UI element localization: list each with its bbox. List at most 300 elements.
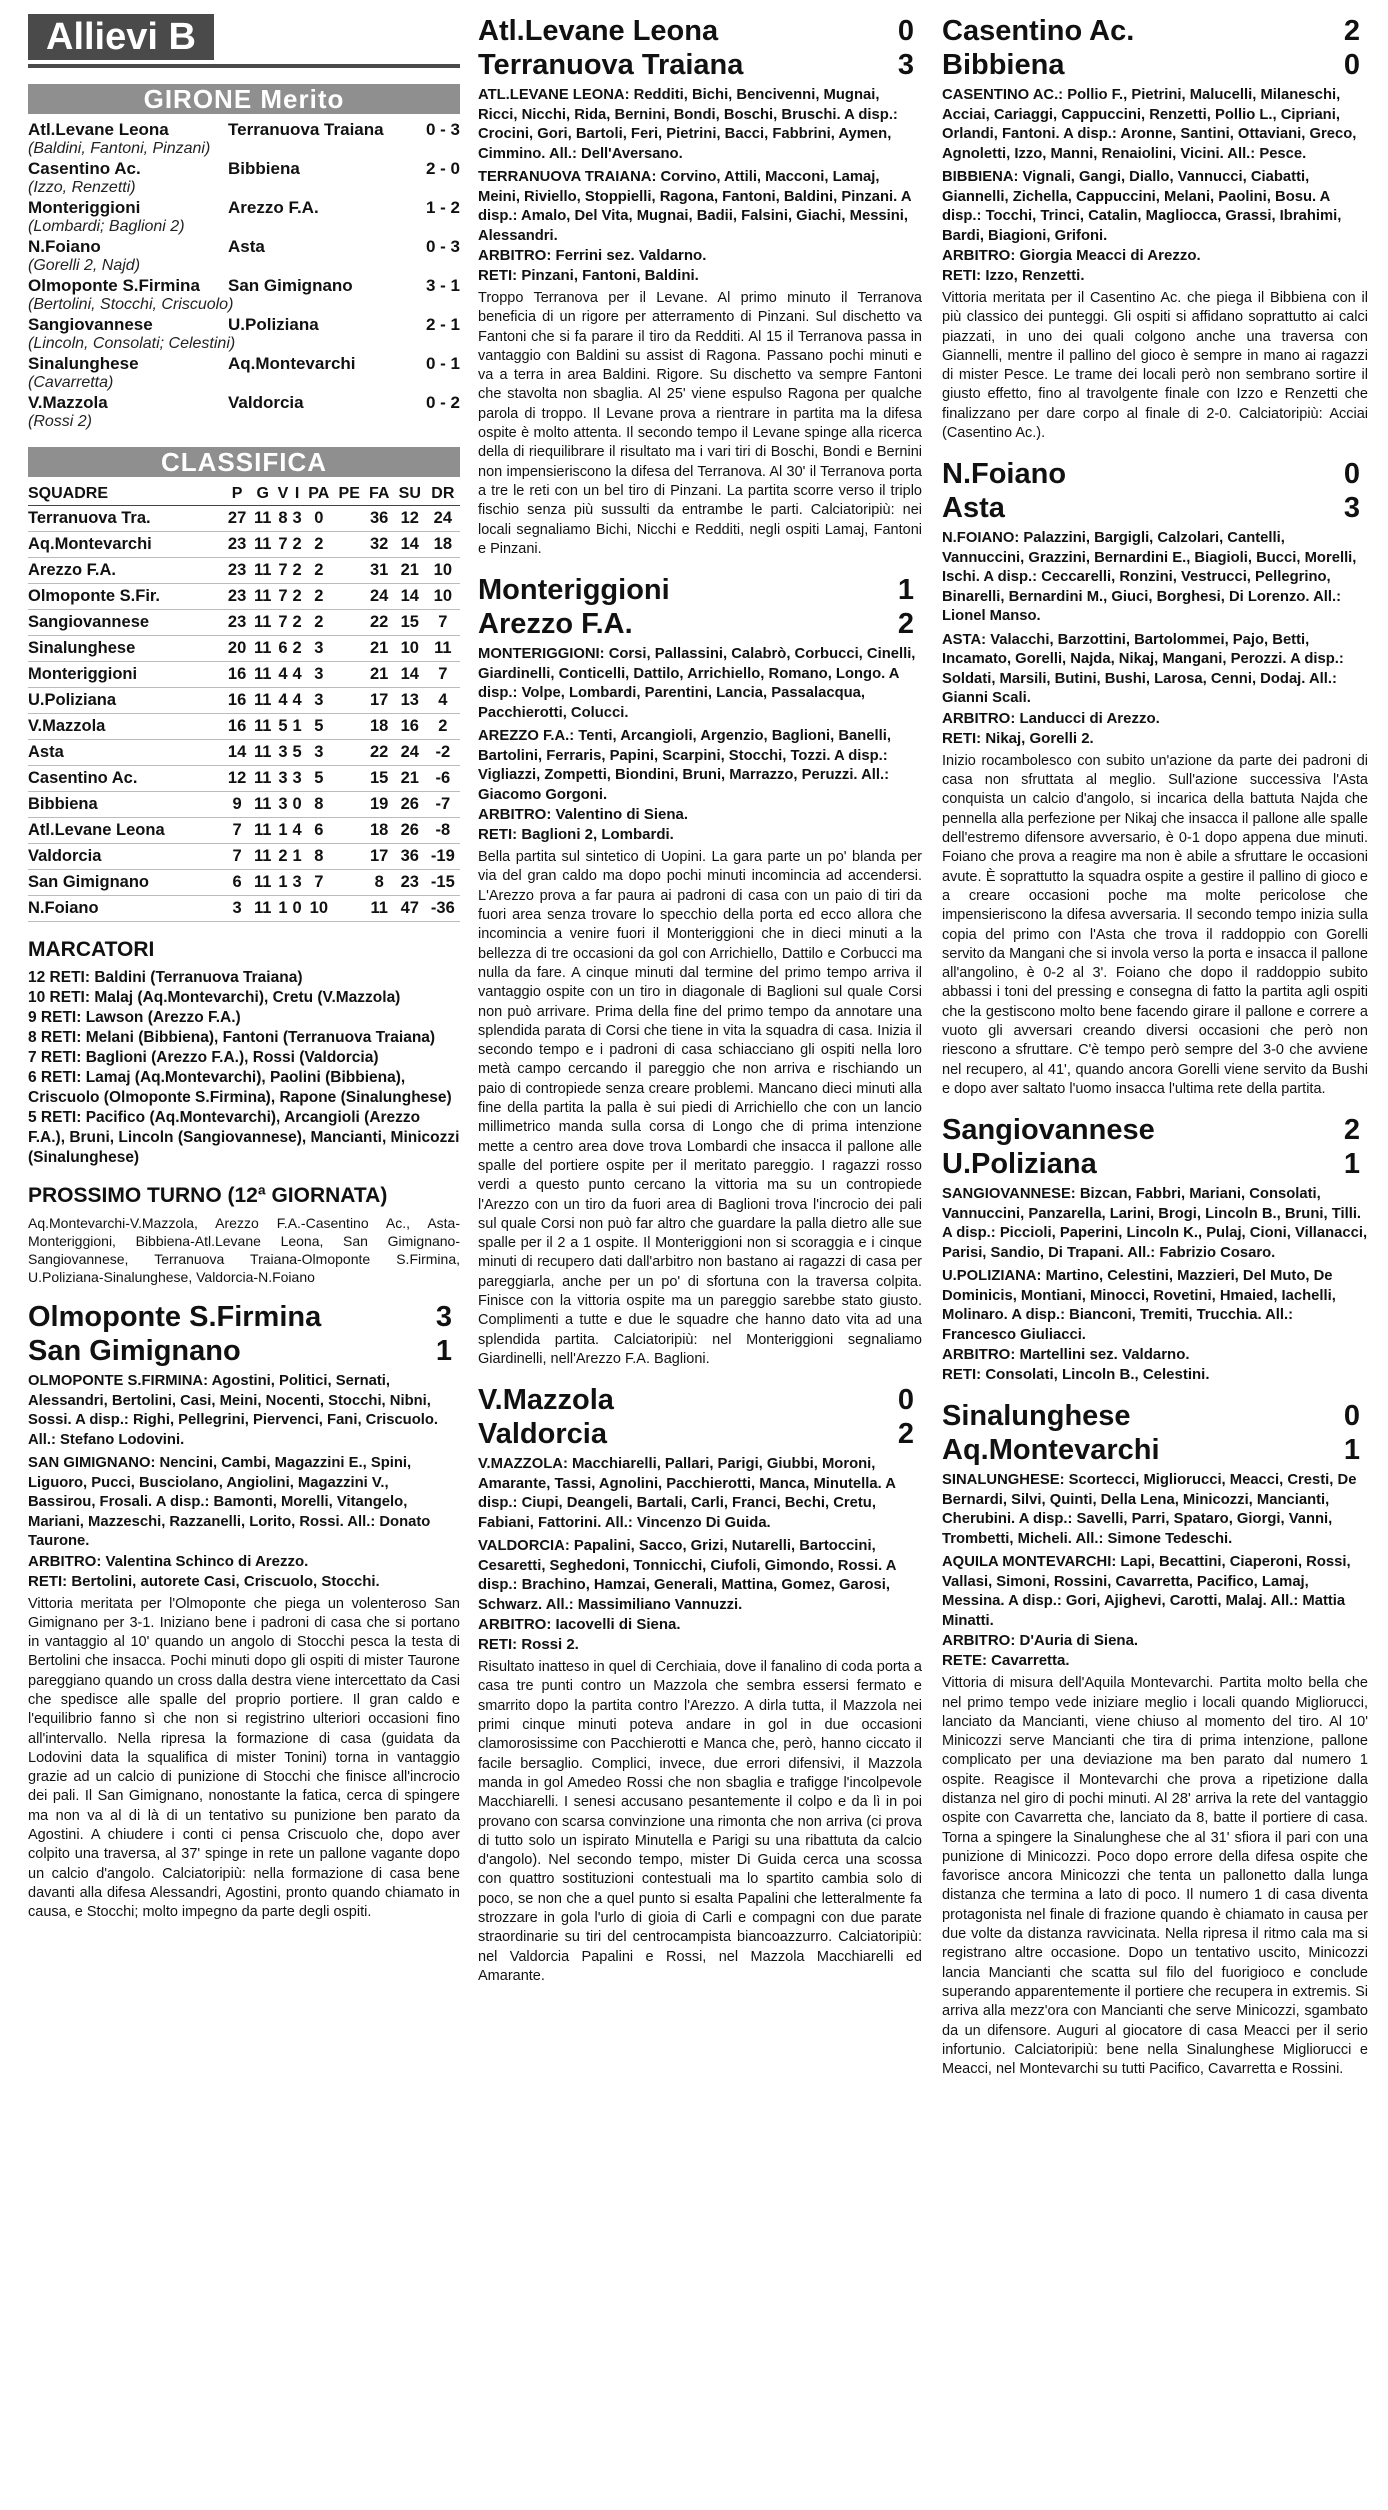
table-cell: Olmoponte S.Fir. xyxy=(28,584,224,610)
table-cell: Terranuova Tra. xyxy=(28,506,224,532)
table-cell: 3 xyxy=(304,636,334,662)
home-team-line xyxy=(478,14,922,48)
home-score: 2 xyxy=(1343,15,1360,47)
result-row xyxy=(28,354,460,374)
table-cell: 11 xyxy=(250,818,275,844)
table-cell: 7 xyxy=(275,532,290,558)
match-casentino xyxy=(942,14,1368,443)
away-team-line xyxy=(942,1147,1368,1181)
table-cell: 10 xyxy=(426,558,460,584)
result-row xyxy=(28,393,460,413)
match-report: Vittoria meritata per l'Olmoponte che piega un volenteroso San Gimignano per 3-1. Iniziano bene i padroni di casa che si portano in vantaggio al 10' quando un angolo di Stocchi pesca la testa di Bertolini che insacca. Pochi minuti dopo gli ospiti di mister Taurone pareggiano quando un cross dalla destra viene intercettato da Casi che spedisce alle spalle del proprio portiere. Il gran caldo e l'equilibrio fanno sì che non si registrino ulteriori occasioni fino all'intervallo. Nella ripresa la formazione di casa (guidata da Lodovini data la squalifica di mister Tonini) torna in vantaggio grazie ad un calcio di punizione di Stocchi che finisce all'incrocio dei pali. Il San Gimignano, nonostante la fatica, cerca di spingere ma non va al di là di un tentativo su punizione ben parato da Agostini. A chiudere i conti ci pensa Criscuolo che, dopo aver colpito una traversa, al 37' spinge in rete un pallone vagante dopo un calcio d'angolo. Calciatoripiù: nella formazione di casa bene davanti alla difesa Alessandri, Agostini, pronto quando chiamato in causa, e Stocchi; molto impegno da parte degli ospiti. xyxy=(28,1595,460,1921)
table-cell: 10 xyxy=(394,636,426,662)
column-middle xyxy=(478,14,922,2496)
table-cell: 14 xyxy=(394,532,426,558)
table-cell: 14 xyxy=(394,584,426,610)
referee: ARBITRO: Martellini sez. Valdarno. xyxy=(942,1346,1190,1364)
result-scorers: (Gorelli 2, Najd) xyxy=(28,257,141,274)
home-team-line xyxy=(478,573,922,607)
table-cell: 8 xyxy=(275,506,290,532)
result-row xyxy=(28,159,460,179)
table-cell: 11 xyxy=(426,636,460,662)
result-scorers: (Lincoln, Consolati; Celestini) xyxy=(28,335,236,352)
result-away: Terranuova Traiana xyxy=(228,120,384,139)
result-home: Monteriggioni xyxy=(28,198,141,217)
table-cell: 1 xyxy=(275,818,290,844)
result-scorers: (Izzo, Renzetti) xyxy=(28,179,136,196)
col-header: PA xyxy=(304,483,334,506)
table-cell: 24 xyxy=(365,584,394,610)
table-cell: 18 xyxy=(426,532,460,558)
away-team: Terranuova Traiana xyxy=(478,49,744,81)
table-cell: 4 xyxy=(291,662,304,688)
table-cell: 10 xyxy=(304,896,334,922)
table-cell: 19 xyxy=(365,792,394,818)
table-cell: 26 xyxy=(394,818,426,844)
goals: RETI: Pinzani, Fantoni, Baldini. xyxy=(478,267,699,284)
table-row xyxy=(28,896,460,922)
table-cell xyxy=(334,532,365,558)
result-score: 3 - 1 xyxy=(425,276,460,295)
table-row xyxy=(28,714,460,740)
table-row xyxy=(28,818,460,844)
away-lineup: VALDORCIA: Papalini, Sacco, Grizi, Nutarelli, Bartoccini, Cesaretti, Seghedoni, Tonnicchi, Ciufoli, Gimondo, Rossi. A disp.: Brachino, Hamzai, Generali, Mattina, Gomez, Garosi, Schwarz. All.: Massimiliano Vannuzzi. xyxy=(478,1538,896,1613)
table-cell: 2 xyxy=(304,558,334,584)
table-cell: 10 xyxy=(426,584,460,610)
table-row xyxy=(28,792,460,818)
referee: ARBITRO: D'Auria di Siena. xyxy=(942,1632,1139,1650)
table-cell: 2 xyxy=(291,558,304,584)
home-score: 2 xyxy=(1343,1114,1360,1147)
table-cell xyxy=(334,688,365,714)
table-cell: 11 xyxy=(250,870,275,896)
result-scorers: (Baldini, Fantoni, Pinzani) xyxy=(28,140,211,157)
table-cell: 31 xyxy=(365,558,394,584)
table-cell: Valdorcia xyxy=(28,844,224,870)
table-cell xyxy=(334,792,365,818)
table-cell: 11 xyxy=(250,844,275,870)
away-team-line xyxy=(28,1334,460,1368)
table-cell: U.Poliziana xyxy=(28,688,224,714)
table-cell: 16 xyxy=(224,714,250,740)
table-row xyxy=(28,870,460,896)
referee: ARBITRO: Landucci di Arezzo. xyxy=(942,709,1160,727)
home-lineup: OLMOPONTE S.FIRMINA: Agostini, Politici, Sernati, Alessandri, Bertolini, Casi, Meini, Nocenti, Stocchi, Nibni, Sossi. A disp.: Righi, Pellegrini, Piervenci, Fani, Criscuolo. All.: Stefano Lodovini. xyxy=(28,1373,439,1448)
table-cell xyxy=(334,870,365,896)
table-cell: 9 xyxy=(224,792,250,818)
table-cell: 5 xyxy=(275,714,290,740)
goals: RETI: Rossi 2. xyxy=(478,1636,579,1654)
table-cell: 8 xyxy=(304,792,334,818)
table-cell: 7 xyxy=(426,662,460,688)
table-cell: 12 xyxy=(224,766,250,792)
goals: RETI: Izzo, Renzetti. xyxy=(942,267,1085,284)
table-row xyxy=(28,766,460,792)
match-olmoponte xyxy=(28,1300,460,1923)
table-cell xyxy=(334,740,365,766)
table-cell: 4 xyxy=(275,662,290,688)
table-cell: 17 xyxy=(365,844,394,870)
result-away: Arezzo F.A. xyxy=(228,198,319,217)
table-cell: 0 xyxy=(291,896,304,922)
away-team: Asta xyxy=(942,492,1005,525)
match-report: Vittoria di misura dell'Aquila Montevarchi. Partita molto bella che nel primo tempo vede iniziare meglio i locali quando Migliorucci, lanciato da Mancianti, viene chiuso al momento del tiro. Al 10' Minicozzi serve Mancianti che tira di prima intenzione, pallone complicato per una deviazione ma ben parato dal numero 1 ospite. Reagisce il Montevarchi che prova a ripetizione dalla distanza nel giro di pochi minuti. Al 28' arriva la rete del vantaggio ospite con Cavarretta che, lanciato da 8, batte il portiere di casa. Torna a spingere la Sinalunghese che al 31' sfiora il pari con una punizione di Minicozzi. Poco dopo errore della difesa ospite che favorisce ancora Minicozzi che tenta un pallonetto dalla lunga distanza che termina a lato di poco. Il numero 1 di casa diventa protagonista nel finale di frazione quando è chiamato in causa per due volte da distanza ravvicinata. Nella ripresa il ritmo cala ma si registrano altre occasione. Dopo un tentativo uscito, Minicozzi lancia Mancianti che scatta sul filo del fuorigioco e conclude superando apparentemente il portiere che recupera in extremis. Si arriva alla mezz'ora con Mancianti che serve Minicozzi, sgambato da un difensore. Auguri al giocatore di casa Meacci per il serio infortunio. Calciatoripiù: bene nella Sinalunghese Migliorucci e Meacci, nel Montevarchi su tutti Pacifico, Cavarretta e Rossini. xyxy=(942,1675,1368,2078)
table-cell: 27 xyxy=(224,506,250,532)
table-cell: 8 xyxy=(304,844,334,870)
table-cell: 23 xyxy=(394,870,426,896)
table-cell: 4 xyxy=(291,818,304,844)
result-away: Aq.Montevarchi xyxy=(228,354,356,373)
table-cell: 17 xyxy=(365,688,394,714)
table-cell: 36 xyxy=(394,844,426,870)
table-cell: 24 xyxy=(394,740,426,766)
table-cell: Sinalunghese xyxy=(28,636,224,662)
table-cell: 4 xyxy=(275,688,290,714)
home-lineup: MONTERIGGIONI: Corsi, Pallassini, Calabrò, Corbucci, Cinelli, Giardinelli, Conticelli, Dattilo, Arrichiello, Romano, Longo. A disp.: Volpe, Lombardi, Parentini, Lancia, Passalacqua, Pacchierotti, Colucci. xyxy=(478,646,916,721)
col-header: SQUADRE xyxy=(28,483,224,506)
home-team: Sinalunghese xyxy=(942,1400,1131,1433)
away-lineup: ASTA: Valacchi, Barzottini, Bartolommei, Pajo, Betti, Incamato, Gorelli, Najda, Nikaj, Mangani, Perozzi. A disp.: Soldati, Marsili, Butini, Bushi, Larosa, Cenni, Dodaj. All.: Gianni Scali. xyxy=(942,631,1344,707)
referee: ARBITRO: Iacovelli di Siena. xyxy=(478,1616,681,1634)
table-cell: 24 xyxy=(426,506,460,532)
home-score: 3 xyxy=(435,1301,452,1333)
table-cell: 11 xyxy=(250,506,275,532)
table-cell: -6 xyxy=(426,766,460,792)
scorer-line: 5 RETI: Pacifico (Aq.Montevarchi), Arcangioli (Arezzo F.A.), Bruni, Lincoln (Sangiovannese), Mancianti, Minicozzi (Sinalunghese) xyxy=(28,1109,460,1166)
result-home: Sangiovannese xyxy=(28,315,153,334)
table-cell: 7 xyxy=(426,610,460,636)
away-score: 2 xyxy=(897,608,914,641)
table-cell: 2 xyxy=(291,532,304,558)
away-team: Aq.Montevarchi xyxy=(942,1434,1160,1467)
table-cell: 6 xyxy=(304,818,334,844)
next-round-text: Aq.Montevarchi-V.Mazzola, Arezzo F.A.-Casentino Ac., Asta-Monteriggioni, Bibbiena-Atl.Levane Leona, San Gimignano-Sangiovannese, Terranuova Traiana-Olmoponte S.Firmina, U.Poliziana-Sinalunghese, Valdorcia-N.Foiano xyxy=(28,1215,460,1285)
home-score: 1 xyxy=(897,574,914,607)
table-cell: 7 xyxy=(224,818,250,844)
table-cell: 1 xyxy=(275,896,290,922)
table-cell: 21 xyxy=(394,558,426,584)
table-cell: 23 xyxy=(224,584,250,610)
table-cell: 7 xyxy=(304,870,334,896)
table-cell: 8 xyxy=(365,870,394,896)
table-cell: -8 xyxy=(426,818,460,844)
table-row xyxy=(28,584,460,610)
result-score: 0 - 3 xyxy=(425,120,460,139)
match-foiano xyxy=(942,457,1368,1099)
table-cell: 23 xyxy=(224,532,250,558)
col-header: G xyxy=(250,483,275,506)
result-scorers: (Lombardi; Baglioni 2) xyxy=(28,218,185,235)
table-cell: 11 xyxy=(250,532,275,558)
goals: RETI: Baglioni 2, Lombardi. xyxy=(478,826,674,844)
result-row xyxy=(28,120,460,140)
result-score: 2 - 0 xyxy=(425,159,460,178)
table-cell: Sangiovannese xyxy=(28,610,224,636)
table-cell: 16 xyxy=(394,714,426,740)
away-lineup: AREZZO F.A.: Tenti, Arcangioli, Argenzio, Baglioni, Banelli, Bartolini, Ferraris, Papini, Scarpini, Stocchi, Tozzi. A disp.: Vigliazzi, Zompetti, Biondini, Bruni, Marrazzo, Peruzzi. All.: Giacomo Gorgoni. xyxy=(478,728,891,803)
home-team-line xyxy=(942,14,1368,48)
table-cell: 0 xyxy=(291,792,304,818)
table-cell: 20 xyxy=(224,636,250,662)
away-lineup: U.POLIZIANA: Martino, Celestini, Mazzieri, Del Muto, De Dominicis, Montiani, Minocci, Rovetini, Hmaied, Iachelli, Molinaro. A disp.: Bianconi, Tremiti, Trucchia. All.: Francesco Giuliacci. xyxy=(942,1268,1336,1343)
table-cell: Asta xyxy=(28,740,224,766)
result-row xyxy=(28,198,460,218)
away-team: Valdorcia xyxy=(478,1418,607,1451)
goals: RETI: Consolati, Lincoln B., Celestini. xyxy=(942,1366,1210,1384)
home-team: Atl.Levane Leona xyxy=(478,15,719,47)
table-cell: Monteriggioni xyxy=(28,662,224,688)
home-team: Monteriggioni xyxy=(478,574,670,607)
result-home: V.Mazzola xyxy=(28,393,108,412)
away-score: 2 xyxy=(897,1418,914,1451)
table-cell: San Gimignano xyxy=(28,870,224,896)
away-team-line xyxy=(942,491,1368,525)
table-cell: 2 xyxy=(291,584,304,610)
table-cell: 1 xyxy=(291,844,304,870)
away-score: 1 xyxy=(435,1335,452,1367)
col-header: PE xyxy=(334,483,365,506)
table-cell: 2 xyxy=(275,844,290,870)
table-cell: -15 xyxy=(426,870,460,896)
scorer-line: 6 RETI: Lamaj (Aq.Montevarchi), Paolini (Bibbiena), Criscuolo (Olmoponte S.Firmina), Rapone (Sinalunghese) xyxy=(28,1069,452,1106)
match-sangiovannese xyxy=(942,1113,1368,1385)
table-cell: 11 xyxy=(250,766,275,792)
table-cell: 3 xyxy=(291,870,304,896)
result-score: 0 - 2 xyxy=(425,393,460,412)
col-header: FA xyxy=(365,483,394,506)
match-report: Inizio rocambolesco con subito un'azione da parte dei padroni di casa non sfruttata al meglio. Sull'azione successiva l'Asta conquista un calcio d'angolo, si incarica della battuta Najda che pennella alla perfezione per Nikaj che insacca il pallone alle spalle dell'estremo difensore avversario, è 0-1 dopo appena due minuti. Foiano che prova a reagire ma non è abile a sfruttare le occasioni avute. È soprattutto la squadra ospite a gestire il pallino di gioco e a creare occasioni poche ma molte pericolose che impensieriscono la difesa avversaria. Il secondo tempo inizia sulla copia del primo con l'Asta che trova il raddoppio con Gorelli servito da Mangani che si invola verso la porta e insacca il pallone all'angolino, è 0-2 al 3'. Foiano che dopo il raddoppio subito abbassi i toni del pressing e consegna di fatto la partita agli ospiti che la gestiscono molto bene facendo girare il pallone e correre a vuoto gli avversari creando diversi occasioni che però non riescono a sfruttare. C'è tempo però sempre del 3-0 che avviene nel recupero, al 41', quando ancora Gorelli viene servito da Bushi e dopo aver saltato l'uomo insacca l'ultima rete della partita. xyxy=(942,752,1368,1097)
table-row xyxy=(28,662,460,688)
table-cell: 11 xyxy=(250,662,275,688)
table-cell xyxy=(334,558,365,584)
table-cell: 3 xyxy=(304,662,334,688)
away-lineup: SAN GIMIGNANO: Nencini, Cambi, Magazzini E., Spini, Liguoro, Pucci, Busciolano, Angiolini, Magazzini V., Bassirou, Frosali. A disp.: Bamonti, Morelli, Vitangelo, Mariani, Mazzeschi, Razzanelli, Lorito, Rossi. All.: Donato Taurone. xyxy=(28,1455,431,1549)
table-cell: 3 xyxy=(304,688,334,714)
away-team-line xyxy=(478,48,922,82)
standings-table xyxy=(28,483,460,922)
match-sinalunghese xyxy=(942,1399,1368,2079)
away-team: San Gimignano xyxy=(28,1335,241,1367)
match-report: Bella partita sul sintetico di Uopini. La gara parte un po' blanda per via del gran caldo ma dopo pochi minuti incomincia ad accendersi. L'Arezzo prova a far paura ai padroni di casa con un paio di tiri da fuori area senza trovare lo specchio della porta ed ecco allora che incomincia a venire fuori il Monteriggioni che in dieci minuti a la bellezza di tre occasioni da gol con Arrichiello, Dattilo e Corbucci ma nulla da fare. A cinque minuti dal termine del primo tempo arriva il vantaggio ospite con un tiro in diagonale di Baglioni sul quale Corsi non può arrivare. Prima della fine del primo tempo da annotare una splendida parata di Corsi che tiene in vita la squadra di casa. Inizia il secondo tempo e i padroni di casa schiacciano gli ospiti nella loro metà campo cercando il pareggio che non arriva e rischiando un paio di contropiede senza creare problemi. Mancano dieci minuti alla fine della partita la palla è sui piedi di Arrichiello che con un lancio millimetrico manda sulla corsa di Longo che di prima intenzione mette a centro area dove trova Lombardi che insacca il pallone alle spalle del portiere ospite per il meritato pareggio. I ragazzi rosso verdi a questo punto cercano la vittoria ma su un contropiede l'Arezzo con un tiro da fuori area di Baglioni trova l'incrocio dei pali sul quale Corsi non può far altro che guardare la palla dietro alle sue spalle per il 2 a 1 ospite. Il Monteriggioni non si scoraggia e i cinque minuti di recupero dati dall'arbitro non bastano ai ragazzi di casa per pareggiarla, anche per un po' di sfortuna con la traversa colpita. Finisce con la vittoria ospite ma un pareggio sarebbe stato giusto. Complimenti a tutte e due le squadre che hanno dato vita ad una splendida partita. Calciatoripiù: nel Monteriggioni segnaliamo Giardinelli, nell'Arezzo F.A. Baglioni. xyxy=(478,849,922,1367)
section-title: Allievi B xyxy=(28,14,214,60)
table-cell: Casentino Ac. xyxy=(28,766,224,792)
away-team: Arezzo F.A. xyxy=(478,608,633,641)
table-cell xyxy=(334,636,365,662)
results-list xyxy=(28,120,460,431)
home-team-line xyxy=(942,457,1368,491)
table-cell: 21 xyxy=(394,766,426,792)
away-score: 1 xyxy=(1343,1434,1360,1467)
table-cell: 15 xyxy=(394,610,426,636)
table-row xyxy=(28,740,460,766)
table-row xyxy=(28,558,460,584)
table-cell: 14 xyxy=(394,662,426,688)
home-lineup: SANGIOVANNESE: Bizcan, Fabbri, Mariani, Consolati, Vannuccini, Panzarella, Larini, Brogi, Lincoln B., Bruni, Tilli. A disp.: Piccioli, Paperini, Lincoln K., Pulaj, Cioni, Villanacci, Parisi, Sandio, Di Trapani. All.: Fabrizio Cosaro. xyxy=(942,1186,1368,1261)
result-scorers: (Cavarretta) xyxy=(28,374,114,391)
table-cell: 11 xyxy=(250,688,275,714)
col-header: V xyxy=(275,483,290,506)
table-cell: 4 xyxy=(291,688,304,714)
scorers-heading: MARCATORI xyxy=(28,938,155,961)
home-lineup: V.MAZZOLA: Macchiarelli, Pallari, Parigi, Giubbi, Moroni, Amarante, Tassi, Agnolini, Pacchierotti, Manca, Minutella. A disp.: Ciupi, Deangeli, Bartali, Carli, Franci, Bechi, Cretu, Fabiani, Fattorini. All.: Vincenzo Di Guida. xyxy=(478,1456,896,1531)
away-team-line xyxy=(478,607,922,641)
table-cell: 11 xyxy=(250,740,275,766)
result-home: Olmoponte S.Firmina xyxy=(28,276,200,295)
table-cell: 11 xyxy=(250,792,275,818)
table-cell: -19 xyxy=(426,844,460,870)
table-cell: 16 xyxy=(224,662,250,688)
table-cell: 3 xyxy=(224,896,250,922)
table-cell: 7 xyxy=(224,844,250,870)
table-cell xyxy=(334,766,365,792)
away-lineup: TERRANUOVA TRAIANA: Corvino, Attili, Macconi, Lamaj, Meini, Riviello, Stoppielli, Ragona, Fantoni, Baldini, Pinzani. A disp.: Amalo, Del Vita, Mugnai, Badii, Falsini, Giachi, Messini, Alessandri. xyxy=(478,169,911,244)
home-score: 0 xyxy=(897,1384,914,1417)
home-score: 0 xyxy=(897,15,914,47)
table-cell: 4 xyxy=(426,688,460,714)
table-cell: 23 xyxy=(224,558,250,584)
table-cell: 3 xyxy=(304,740,334,766)
referee: ARBITRO: Ferrini sez. Valdarno. xyxy=(478,247,707,264)
table-cell: 1 xyxy=(275,870,290,896)
away-score: 0 xyxy=(1343,49,1360,81)
home-lineup: N.FOIANO: Palazzini, Bargigli, Calzolari, Cantelli, Vannuccini, Grazzini, Bernardini E., Biagioli, Bucci, Morelli, Ischi. A disp.: Ceccarelli, Ronzini, Vestrucci, Pellegrino, Binarelli, Bernardini M., Giuci, Borghesi, Di Lorenzo. All.: Lionel Manso. xyxy=(942,530,1357,625)
table-cell: 14 xyxy=(224,740,250,766)
result-home: Sinalunghese xyxy=(28,354,139,373)
scorer-line: 10 RETI: Malaj (Aq.Montevarchi), Cretu (V.Mazzola) xyxy=(28,989,401,1006)
table-cell: 2 xyxy=(304,584,334,610)
home-team-line xyxy=(942,1399,1368,1433)
col-header: DR xyxy=(426,483,460,506)
goals: RETI: Nikaj, Gorelli 2. xyxy=(942,729,1094,747)
match-levane xyxy=(478,14,922,559)
result-away: U.Poliziana xyxy=(228,315,319,334)
result-score: 0 - 1 xyxy=(425,354,460,373)
result-score: 1 - 2 xyxy=(425,198,460,217)
table-cell: 3 xyxy=(275,766,290,792)
table-cell: 36 xyxy=(365,506,394,532)
table-cell: 6 xyxy=(224,870,250,896)
scorers-list xyxy=(28,968,460,1168)
table-cell: V.Mazzola xyxy=(28,714,224,740)
home-team: Casentino Ac. xyxy=(942,15,1135,47)
scorer-line: 7 RETI: Baglioni (Arezzo F.A.), Rossi (Valdorcia) xyxy=(28,1049,379,1066)
table-cell: 11 xyxy=(250,636,275,662)
table-cell: 5 xyxy=(291,740,304,766)
table-cell: 2 xyxy=(304,532,334,558)
table-cell: 22 xyxy=(365,610,394,636)
home-team: Olmoponte S.Firmina xyxy=(28,1301,322,1333)
next-round-heading: PROSSIMO TURNO (12ª GIORNATA) xyxy=(28,1184,388,1207)
table-cell: 22 xyxy=(365,740,394,766)
table-cell xyxy=(334,818,365,844)
table-row xyxy=(28,688,460,714)
table-cell xyxy=(334,584,365,610)
result-scorers: (Bertolini, Stocchi, Criscuolo) xyxy=(28,296,234,313)
table-cell: 11 xyxy=(250,896,275,922)
column-right xyxy=(942,14,1368,2496)
table-cell: 2 xyxy=(291,610,304,636)
table-cell: 26 xyxy=(394,792,426,818)
table-cell: 13 xyxy=(394,688,426,714)
table-cell: -2 xyxy=(426,740,460,766)
table-cell: Arezzo F.A. xyxy=(28,558,224,584)
table-cell: 3 xyxy=(275,740,290,766)
match-monteriggioni xyxy=(478,573,922,1369)
result-score: 0 - 3 xyxy=(425,237,460,256)
home-lineup: ATL.LEVANE LEONA: Redditi, Bichi, Bencivenni, Mugnai, Ricci, Nicchi, Rida, Bernini, Bondi, Boschi, Bruschi. A disp.: Crocini, Gori, Bartoli, Feri, Pietrini, Bacci, Fabbrini, Aymen, Cimmino. All.: Dell'Aversano. xyxy=(478,87,898,162)
table-cell: 12 xyxy=(394,506,426,532)
table-cell: 5 xyxy=(304,714,334,740)
table-cell: 18 xyxy=(365,714,394,740)
table-row xyxy=(28,844,460,870)
table-cell: Atl.Levane Leona xyxy=(28,818,224,844)
title-rule xyxy=(28,64,460,68)
standings-header-row xyxy=(28,483,460,506)
table-cell: Bibbiena xyxy=(28,792,224,818)
match-report: Risultato inatteso in quel di Cerchiaia, dove il fanalino di coda porta a casa tre punti contro un Mazzola che sembra essersi fermato e smarrito dopo la partita contro l'Arezzo. A dirla tutta, il Mazzola nei primi cinque minuti poteva andare in gol in due occasioni clamorosissime con Pacchierotti e Manca che, però, hanno ciccato il facile bersaglio. Complici, invece, due errori difensivi, il Mazzola manda in gol Amedeo Rossi che non sbaglia e trafigge l'incolpevole Macchiarelli. I senesi accusano pesantemente il colpo e da lì in poi provano con scarsa convinzione una rimonta che non arriva (ci prova di tutto solo un ispirato Minutella e Parigi su una ribattuta da calcio d'angolo). Nel secondo tempo, mister Di Guida cerca una scossa con quattro sostituzioni contestuali ma lo spartito cambia solo di poco, se non che a quel punto si esalta Papalini che letteralmente fa strozzare in gola l'urlo di gioia di Carli e compagni con due parate straordinarie su tiri del centrocampista biancoazzurro. Calciatoripiù: nel Valdorcia Papalini e Rossi, nel Mazzola Macchiarelli ed Amarante. xyxy=(478,1659,922,1984)
table-cell xyxy=(334,896,365,922)
scorer-line: 9 RETI: Lawson (Arezzo F.A.) xyxy=(28,1009,241,1026)
table-cell: 3 xyxy=(291,506,304,532)
match-report: Vittoria meritata per il Casentino Ac. che piega il Bibbiena con il più classico dei punteggi. Gli ospiti si affidano soprattutto ai calci piazzati, in uno dei quali colgono anche una traversa con Giannelli, mentre il pallino del gioco è sempre in mano ai ragazzi di mister Pesce. Le trame dei locali però non sembrano sortire il giusto effetto, fino al travolgente finale con Izzo e Renzetti che finalizzano per dare corpo al finale di 2-0. Calciatoripiù: Acciai (Casentino Ac.). xyxy=(942,290,1368,442)
home-score: 0 xyxy=(1343,1400,1360,1433)
table-cell: 0 xyxy=(304,506,334,532)
away-lineup: BIBBIENA: Vignali, Gangi, Diallo, Vannucci, Ciabatti, Giannelli, Zichella, Cappuccini, Melani, Paolini, Bosu. A disp.: Tocchi, Trinci, Catalin, Magliocca, Grassi, Ibrahimi, Bardi, Biagioni, Grifoni. xyxy=(942,169,1342,244)
table-cell: -7 xyxy=(426,792,460,818)
referee: ARBITRO: Giorgia Meacci di Arezzo. xyxy=(942,247,1201,264)
table-cell: 7 xyxy=(275,610,290,636)
col-header: I xyxy=(291,483,304,506)
table-cell: Aq.Montevarchi xyxy=(28,532,224,558)
table-cell: 32 xyxy=(365,532,394,558)
table-cell: 3 xyxy=(291,766,304,792)
table-cell: N.Foiano xyxy=(28,896,224,922)
result-away: Asta xyxy=(228,237,265,256)
home-team: V.Mazzola xyxy=(478,1384,614,1417)
home-team-line xyxy=(28,1300,460,1334)
table-cell: 11 xyxy=(250,558,275,584)
result-home: Atl.Levane Leona xyxy=(28,120,169,139)
table-cell: 7 xyxy=(275,584,290,610)
table-row xyxy=(28,610,460,636)
table-cell: 47 xyxy=(394,896,426,922)
home-team-line xyxy=(942,1113,1368,1147)
table-row xyxy=(28,532,460,558)
result-home: N.Foiano xyxy=(28,237,101,256)
home-team-line xyxy=(478,1383,922,1417)
goals: RETI: Bertolini, autorete Casi, Criscuolo, Stocchi. xyxy=(28,1572,380,1590)
table-cell: 2 xyxy=(304,610,334,636)
table-cell: 23 xyxy=(224,610,250,636)
away-lineup: AQUILA MONTEVARCHI: Lapi, Becattini, Ciaperoni, Rossi, Vallasi, Simoni, Rossini, Cavarretta, Pacifico, Lamaj, Messina. A disp.: Gori, Ajighevi, Carotti, Malaj. All.: Mattia Minatti. xyxy=(942,1554,1351,1629)
home-score: 0 xyxy=(1343,458,1360,491)
table-cell: 11 xyxy=(365,896,394,922)
table-cell xyxy=(334,844,365,870)
scorer-line: 12 RETI: Baldini (Terranuova Traiana) xyxy=(28,969,303,986)
result-row xyxy=(28,237,460,257)
scorer-line: 8 RETI: Melani (Bibbiena), Fantoni (Terranuova Traiana) xyxy=(28,1029,436,1046)
table-cell: 11 xyxy=(250,610,275,636)
column-left xyxy=(28,14,460,2496)
result-score: 2 - 1 xyxy=(425,315,460,334)
away-team-line xyxy=(942,1433,1368,1467)
result-row xyxy=(28,276,460,296)
table-cell: 16 xyxy=(224,688,250,714)
table-row xyxy=(28,636,460,662)
standings-heading: CLASSIFICA xyxy=(28,447,460,477)
table-cell: 11 xyxy=(250,584,275,610)
table-cell xyxy=(334,662,365,688)
